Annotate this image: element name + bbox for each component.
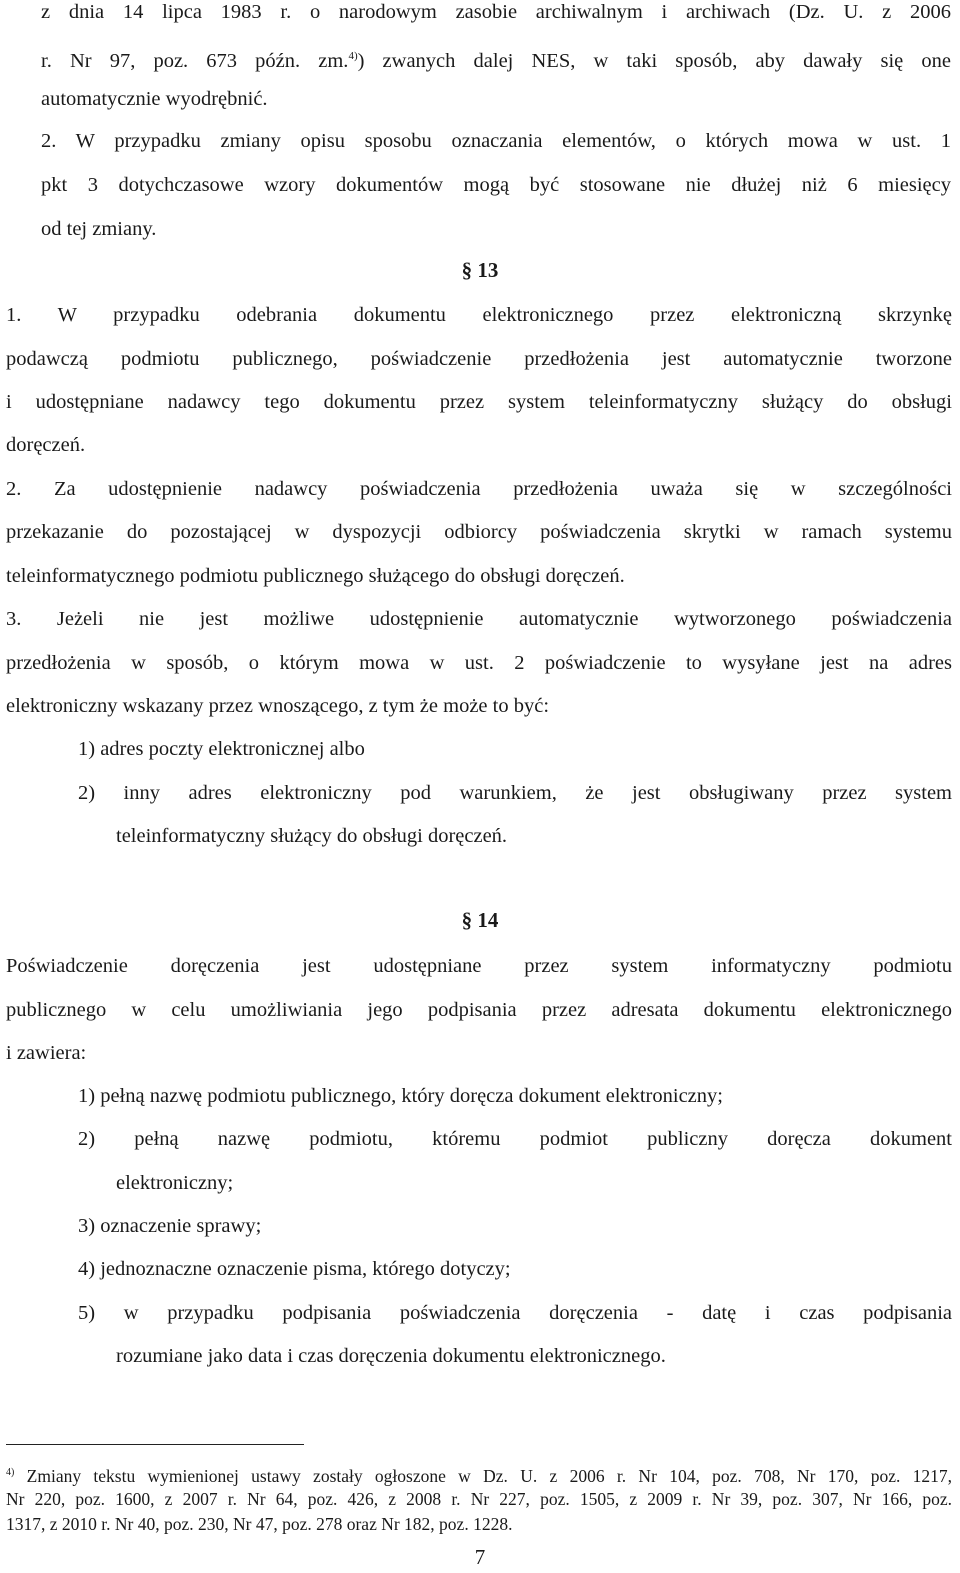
- footnote-line: 1317, z 2010 r. Nr 40, poz. 230, Nr 47, poz. 278 oraz Nr 182, poz. 1228.: [6, 1514, 513, 1534]
- text-fragment: r. Nr 97, poz. 673 późn. zm.: [41, 49, 349, 72]
- text-line: przedłożenia w sposób, o którym mowa w ust. 2 poświadczenie to wysyłane jest na adres: [6, 652, 952, 674]
- list-item: 2) inny adres elektroniczny pod warunkiem, że jest obsługiwany przez system: [78, 782, 952, 804]
- text-line: i zawiera:: [6, 1042, 87, 1064]
- footnote-marker: 4): [6, 1467, 15, 1478]
- text-line: od tej zmiany.: [41, 218, 157, 240]
- text-line: 2. W przypadku zmiany opisu sposobu oznaczania elementów, o których mowa w ust. 1: [41, 130, 951, 152]
- list-item: 2) pełną nazwę podmiotu, któremu podmiot publiczny doręcza dokument: [78, 1128, 952, 1150]
- text-fragment: ) zwanych dalej NES, w taki sposób, aby dawały się one: [357, 49, 951, 72]
- footnote-line: [6, 1460, 952, 1489]
- list-item-continuation: elektroniczny;: [116, 1172, 234, 1194]
- text-line: 1. W przypadku odebrania dokumentu elektronicznego przez elektroniczną skrzynkę: [6, 304, 952, 326]
- list-item-continuation: rozumiane jako data i czas doręczenia dokumentu elektronicznego.: [116, 1345, 666, 1367]
- footnote-separator: [6, 1444, 304, 1445]
- footnote-line: Nr 220, poz. 1600, z 2007 r. Nr 64, poz. 426, z 2008 r. Nr 227, poz. 1505, z 2009 r. Nr 39, poz. 307, Nr 166, poz.: [6, 1489, 952, 1509]
- text-line: Poświadczenie doręczenia jest udostępniane przez system informatyczny podmiotu: [6, 955, 952, 977]
- list-item: 1) pełną nazwę podmiotu publicznego, który doręcza dokument elektroniczny;: [78, 1085, 723, 1107]
- text-line: 2. Za udostępnienie nadawcy poświadczenia przedłożenia uważa się w szczególności: [6, 478, 952, 500]
- text-line: z dnia 14 lipca 1983 r. o narodowym zasobie archiwalnym i archiwach (Dz. U. z 2006: [41, 1, 951, 23]
- text-line: pkt 3 dotychczasowe wzory dokumentów mogą być stosowane nie dłużej niż 6 miesięcy: [41, 174, 951, 196]
- text-line: elektroniczny wskazany przez wnoszącego, z tym że może to być:: [6, 695, 550, 717]
- list-item: 5) w przypadku podpisania poświadczenia doręczenia - datę i czas podpisania: [78, 1302, 952, 1324]
- text-line: [41, 34, 951, 83]
- page-number: 7: [474, 1545, 486, 1569]
- text-line: i udostępniane nadawcy tego dokumentu przez system teleinformatyczny służący do obsługi: [6, 391, 952, 413]
- section-heading: § 14: [461, 908, 499, 932]
- text-line: automatycznie wyodrębnić.: [41, 88, 268, 110]
- section-heading: § 13: [461, 258, 499, 282]
- text-line: doręczeń.: [6, 434, 86, 456]
- footnote-ref: 4): [348, 50, 358, 62]
- list-item: 1) adres poczty elektronicznej albo: [78, 738, 365, 760]
- text-line: podawczą podmiotu publicznego, poświadczenie przedłożenia jest automatycznie tworzone: [6, 348, 952, 370]
- text-line: przekazanie do pozostającej w dyspozycji odbiorcy poświadczenia skrytki w ramach systemu: [6, 521, 952, 543]
- text-line: teleinformatycznego podmiotu publicznego służącego do obsługi doręczeń.: [6, 565, 625, 587]
- list-item-continuation: teleinformatyczny służący do obsługi doręczeń.: [116, 825, 508, 847]
- list-item: 3) oznaczenie sprawy;: [78, 1215, 262, 1237]
- text-line: publicznego w celu umożliwiania jego podpisania przez adresata dokumentu elektronicznego: [6, 999, 952, 1021]
- list-item: 4) jednoznaczne oznaczenie pisma, którego dotyczy;: [78, 1258, 511, 1280]
- footnote-text: Zmiany tekstu wymienionej ustawy zostały ogłoszone w Dz. U. z 2006 r. Nr 104, poz. 708, Nr 170, poz. 1217,: [26, 1465, 953, 1486]
- text-line: 3. Jeżeli nie jest możliwe udostępnienie automatycznie wytworzonego poświadczenia: [6, 608, 952, 630]
